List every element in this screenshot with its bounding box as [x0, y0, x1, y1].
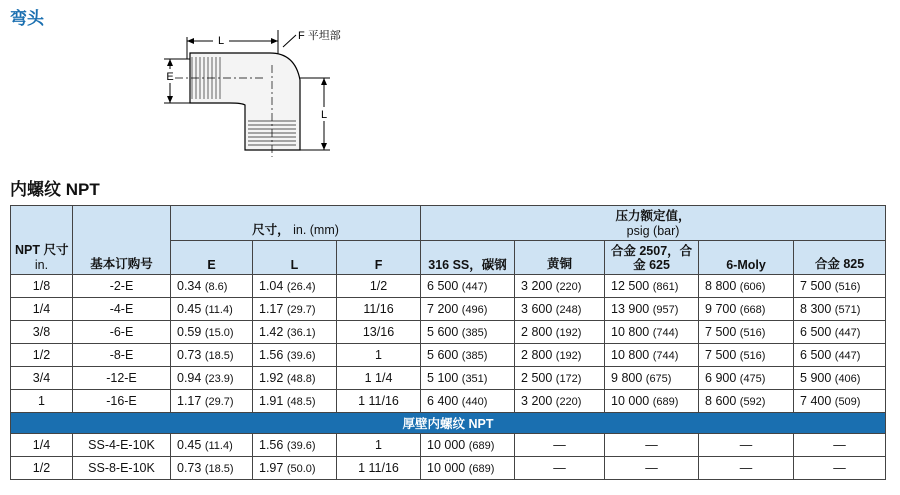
col-header-2507: 合金 2507，合金 625: [605, 241, 699, 275]
cell-E: 0.45 (11.4): [171, 434, 253, 457]
cell-brass: 3 200 (220): [515, 275, 605, 298]
cell-F: 11/16: [337, 298, 421, 321]
cell-825: 5 900 (406): [794, 367, 886, 390]
cell-316ss: 5 600 (385): [421, 344, 515, 367]
cell-brass: 2 500 (172): [515, 367, 605, 390]
cell-size: 1/2: [11, 344, 73, 367]
cell-part: -2-E: [73, 275, 171, 298]
cell-316ss: 6 500 (447): [421, 275, 515, 298]
cell-E: 0.73 (18.5): [171, 344, 253, 367]
cell-825: 7 400 (509): [794, 390, 886, 413]
dim-L-top-label: L: [217, 35, 225, 47]
cell-6moly: 6 900 (475): [699, 367, 794, 390]
section-heading: 内螺纹 NPT: [10, 180, 100, 199]
cell-brass: —: [515, 457, 605, 480]
col-header-part: 基本订购号: [73, 206, 171, 275]
cell-part: -12-E: [73, 367, 171, 390]
cell-E: 0.73 (18.5): [171, 457, 253, 480]
col-header-316ss: 316 SS，碳钢: [421, 241, 515, 275]
col-header-brass: 黄铜: [515, 241, 605, 275]
cell-2507: —: [605, 434, 699, 457]
cell-size: 1/2: [11, 457, 73, 480]
cell-2507: 9 800 (675): [605, 367, 699, 390]
cell-brass: 3 600 (248): [515, 298, 605, 321]
col-header-F: F: [337, 241, 421, 275]
table-row: [11, 390, 886, 413]
cell-size: 1/4: [11, 434, 73, 457]
cell-part: -8-E: [73, 344, 171, 367]
cell-F: 1: [337, 344, 421, 367]
spec-table: [10, 205, 886, 480]
cell-size: 1/4: [11, 298, 73, 321]
cell-316ss: 5 600 (385): [421, 321, 515, 344]
cell-2507: 12 500 (861): [605, 275, 699, 298]
cell-825: —: [794, 434, 886, 457]
cell-6moly: 7 500 (516): [699, 344, 794, 367]
cell-825: 8 300 (571): [794, 298, 886, 321]
cell-6moly: 7 500 (516): [699, 321, 794, 344]
cell-6moly: 9 700 (668): [699, 298, 794, 321]
cell-part: SS-4-E-10K: [73, 434, 171, 457]
cell-825: —: [794, 457, 886, 480]
cell-L: 1.92 (48.8): [253, 367, 337, 390]
cell-L: 1.42 (36.1): [253, 321, 337, 344]
section-row-heavy-wall: 厚壁内螺纹 NPT: [11, 413, 886, 434]
cell-2507: 10 000 (689): [605, 390, 699, 413]
cell-L: 1.56 (39.6): [253, 434, 337, 457]
col-header-E: E: [171, 241, 253, 275]
cell-825: 6 500 (447): [794, 321, 886, 344]
table-row: [11, 298, 886, 321]
cell-316ss: 10 000 (689): [421, 434, 515, 457]
cell-L: 1.91 (48.5): [253, 390, 337, 413]
cell-L: 1.97 (50.0): [253, 457, 337, 480]
cell-size: 3/4: [11, 367, 73, 390]
dim-E-label: E: [166, 71, 174, 83]
dim-F-label: F 平坦部: [298, 30, 341, 42]
cell-part: -4-E: [73, 298, 171, 321]
cell-E: 0.94 (23.9): [171, 367, 253, 390]
cell-6moly: 8 600 (592): [699, 390, 794, 413]
cell-2507: 10 800 (744): [605, 344, 699, 367]
cell-2507: 10 800 (744): [605, 321, 699, 344]
cell-6moly: —: [699, 434, 794, 457]
cell-L: 1.56 (39.6): [253, 344, 337, 367]
cell-size: 3/8: [11, 321, 73, 344]
cell-part: -6-E: [73, 321, 171, 344]
cell-E: 1.17 (29.7): [171, 390, 253, 413]
cell-316ss: 7 200 (496): [421, 298, 515, 321]
cell-F: 1 11/16: [337, 390, 421, 413]
cell-F: 1/2: [337, 275, 421, 298]
cell-825: 6 500 (447): [794, 344, 886, 367]
table-row: [11, 321, 886, 344]
cell-brass: 2 800 (192): [515, 344, 605, 367]
cell-825: 7 500 (516): [794, 275, 886, 298]
cell-E: 0.34 (8.6): [171, 275, 253, 298]
cell-316ss: 5 100 (351): [421, 367, 515, 390]
page-title: 弯头: [10, 9, 44, 28]
elbow-diagram: [150, 25, 370, 160]
col-header-6moly: 6-Moly: [699, 241, 794, 275]
col-header-dims: 尺寸， in. (mm): [171, 206, 421, 241]
col-header-pressure: 压力额定值， psig (bar): [421, 206, 886, 241]
cell-brass: 3 200 (220): [515, 390, 605, 413]
cell-brass: —: [515, 434, 605, 457]
cell-size: 1: [11, 390, 73, 413]
table-row: [11, 344, 886, 367]
cell-brass: 2 800 (192): [515, 321, 605, 344]
cell-316ss: 6 400 (440): [421, 390, 515, 413]
cell-E: 0.45 (11.4): [171, 298, 253, 321]
table-row: [11, 275, 886, 298]
cell-2507: 13 900 (957): [605, 298, 699, 321]
cell-part: -16-E: [73, 390, 171, 413]
cell-size: 1/8: [11, 275, 73, 298]
cell-6moly: 8 800 (606): [699, 275, 794, 298]
table-row: [11, 457, 886, 480]
cell-6moly: —: [699, 457, 794, 480]
col-header-825: 合金 825: [794, 241, 886, 275]
cell-2507: —: [605, 457, 699, 480]
col-header-size: NPT 尺寸 in.: [11, 206, 73, 275]
cell-F: 13/16: [337, 321, 421, 344]
col-header-L: L: [253, 241, 337, 275]
cell-part: SS-8-E-10K: [73, 457, 171, 480]
cell-316ss: 10 000 (689): [421, 457, 515, 480]
table-row: [11, 367, 886, 390]
dim-L-right-label: L: [320, 109, 328, 121]
cell-L: 1.17 (29.7): [253, 298, 337, 321]
cell-F: 1 1/4: [337, 367, 421, 390]
table-row: [11, 434, 886, 457]
cell-F: 1 11/16: [337, 457, 421, 480]
cell-L: 1.04 (26.4): [253, 275, 337, 298]
cell-E: 0.59 (15.0): [171, 321, 253, 344]
cell-F: 1: [337, 434, 421, 457]
